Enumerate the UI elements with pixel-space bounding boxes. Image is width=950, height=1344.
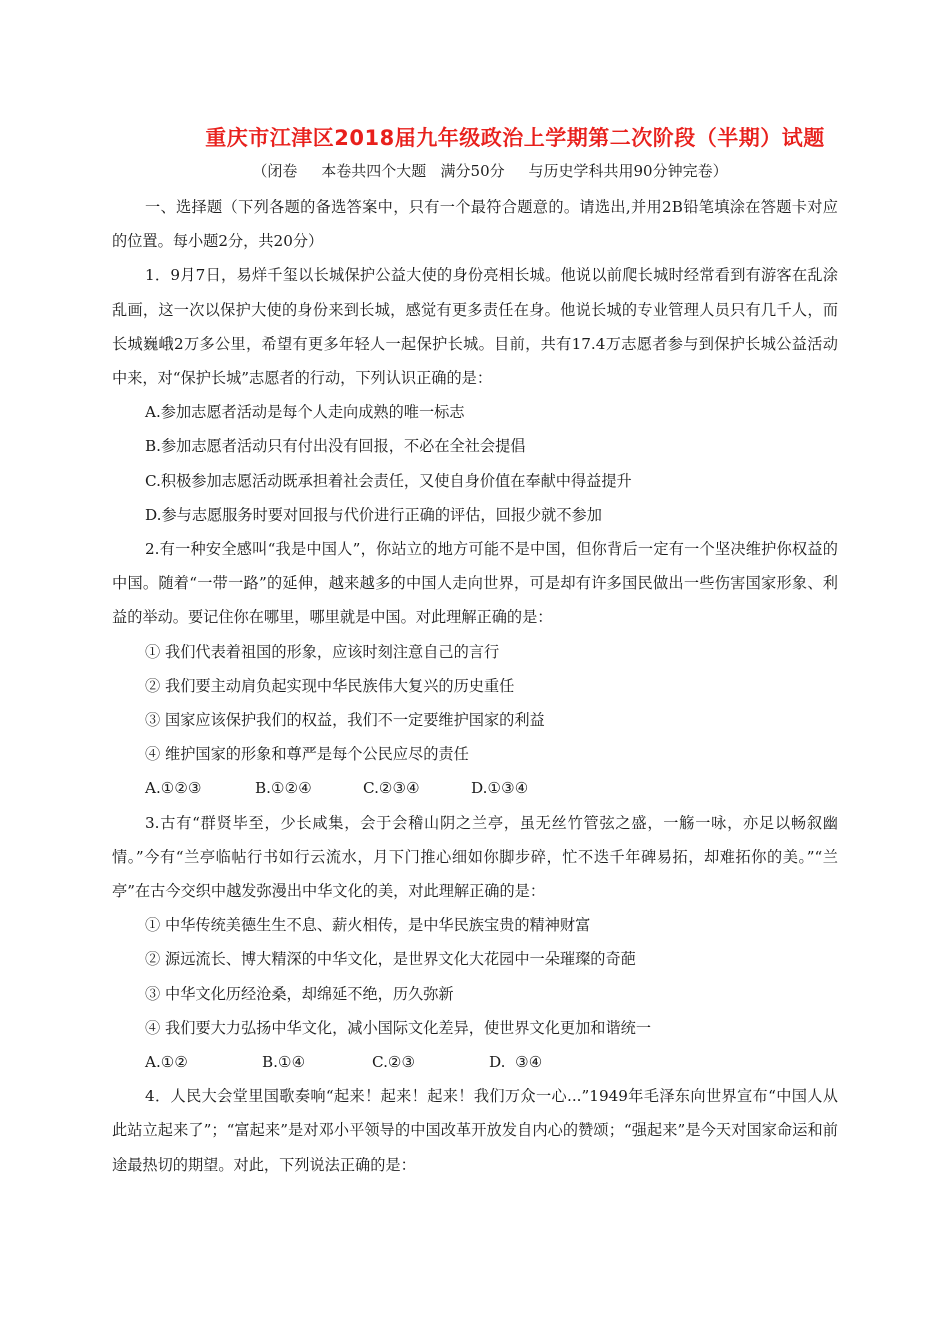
section-heading: 一、选择题（下列各题的备选答案中，只有一个最符合题意的。请选出,并用2B铅笔填涂在答题卡对应的位置。每小题2分，共20分） (112, 198, 838, 251)
question-1-option-a: A.参加志愿者活动是每个人走向成熟的唯一标志 (145, 403, 465, 422)
question-2-choice-b: B.①②④ (255, 779, 312, 798)
question-3-statement-2: ② 源远流长、博大精深的中华文化，是世界文化大花园中一朵璀璨的奇葩 (145, 950, 636, 969)
exam-content (112, 190, 838, 1182)
question-1-option-d: D.参与志愿服务时要对回报与代价进行正确的评估，回报少就不参加 (145, 505, 602, 524)
question-3-statement-1: ① 中华传统美德生生不息、薪火相传，是中华民族宝贵的精神财富 (145, 916, 591, 935)
question-3-choice-c: C.②③ (372, 1053, 416, 1072)
question-2-statement-4: ④ 维护国家的形象和尊严是每个公民应尽的责任 (145, 745, 469, 764)
question-2-choices (112, 771, 838, 805)
question-3-choice-a: A.①② (145, 1053, 189, 1072)
question-3-statement-4: ④ 我们要大力弘扬中华文化，减小国际文化差异，使世界文化更加和谐统一 (145, 1018, 652, 1037)
question-1-option-c: C.积极参加志愿活动既承担着社会责任，又使自身价值在奉献中得益提升 (145, 471, 632, 490)
question-2-statement-1: ① 我们代表着祖国的形象，应该时刻注意自己的言行 (145, 642, 500, 661)
question-2-choice-a: A.①②③ (145, 779, 202, 798)
question-4-stem: 4．人民大会堂里国歌奏响“起来！起来！起来！我们万众一心...”1949年毛泽东向世界宣布“中国人从此站立起来了”；“富起来”是对邓小平领导的中国改革开放发自内心的赞颂；“强起来”是今天对国家命运和前途最热切的期望。对此，下列说法正确的是： (112, 1087, 838, 1174)
exam-title: 重庆市江津区2018届九年级政治上学期第二次阶段（半期）试题 (205, 126, 825, 150)
question-3-stem: 3.古有“群贤毕至，少长咸集，会于会稽山阴之兰亭，虽无丝竹管弦之盛，一觞一咏，亦足以畅叙幽情。”今有“兰亭临帖行书如行云流水，月下门推心细如你脚步碎，忙不迭千年碑易拓，却难拓你的美。”“兰亭”在古今交织中越发弥漫出中华文化的美，对此理解正确的是： (112, 813, 838, 901)
question-2-choice-c: C.②③④ (363, 779, 420, 798)
question-2-statement-3: ③ 国家应该保护我们的权益，我们不一定要维护国家的利益 (145, 711, 545, 730)
question-3-statement-3: ③ 中华文化历经沧桑，却绵延不绝，历久弥新 (145, 984, 454, 1003)
question-2-statement-2: ② 我们要主动肩负起实现中华民族伟大复兴的历史重任 (145, 676, 515, 695)
exam-subtitle: （闭卷 本卷共四个大题 满分50分 与历史学科共用90分钟完卷） (252, 162, 728, 180)
question-3-choice-d: D. ③④ (489, 1053, 543, 1072)
question-1-stem: 1．9月7日，易烊千玺以长城保护公益大使的身份亮相长城。他说以前爬长城时经常看到有游客在乱涂乱画，这一次以保护大使的身份来到长城，感觉有更多责任在身。他说长城的专业管理人员只有几千人，而长城巍峨2万多公里，希望有更多年轻人一起保护长城。目前，共有17.4万志愿者参与到保护长城公益活动中来，对“保护长城”志愿者的行动，下列认识正确的是： (112, 266, 838, 388)
question-1-option-b: B.参加志愿者活动只有付出没有回报，不必在全社会提倡 (145, 437, 526, 456)
question-3-choice-b: B.①④ (262, 1053, 306, 1072)
question-2-choice-d: D.①③④ (471, 779, 529, 798)
question-2-stem: 2.有一种安全感叫“我是中国人”，你站立的地方可能不是中国，但你背后一定有一个坚决维护你权益的中国。随着“一带一路”的延伸，越来越多的中国人走向世界，可是却有许多国民做出一些伤害国家形象、利益的举动。要记住你在哪里，哪里就是中国。对此理解正确的是： (112, 540, 838, 627)
question-3-choices (112, 1045, 838, 1079)
